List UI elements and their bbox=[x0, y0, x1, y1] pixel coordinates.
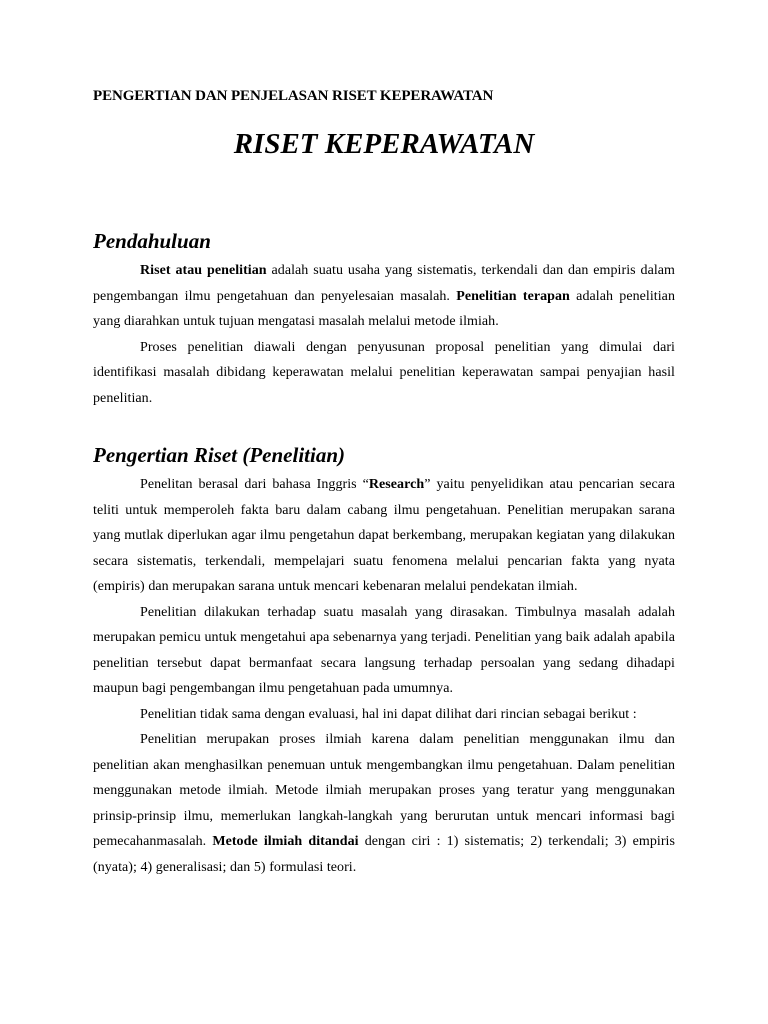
section-body-pendahuluan bbox=[93, 258, 675, 411]
paragraph-text: adalah penelitian yang diarahkan untuk tujuan mengatasi masalah melalui metode ilmiah. bbox=[93, 288, 675, 329]
bold-term: Penelitian terapan bbox=[456, 288, 570, 304]
paragraph-text: Penelitian tidak sama dengan evaluasi, hal ini dapat dilihat dari rincian sebagai berikut : bbox=[140, 706, 637, 722]
paragraph bbox=[93, 472, 675, 600]
paragraph-text: ” yaitu penyelidikan atau pencarian secara teliti untuk memperoleh fakta baru dalam cabang ilmu pengetahuan. Penelitian merupakan sarana yang mutlak diperlukan agar ilmu pengetahun dapat berkembang, merupakan kegiatan yang dilakukan secara sistematis, terkendali, mempelajari suatu fenomena melalui pencarian fakta yang nyata (empiris) dan merupakan sarana untuk mencari kebenaran melalui pendekatan ilmiah. bbox=[93, 477, 675, 594]
bold-term: Research bbox=[368, 477, 425, 492]
paragraph-text: adalah suatu usaha yang sistematis, terkendali dan dan empiris dalam pengembangan ilmu pengetahuan dan penyelesaian masalah. bbox=[93, 263, 675, 304]
paragraph bbox=[93, 600, 675, 702]
paragraph-text: dengan ciri : 1) sistematis; 2) terkendali; 3) empiris (nyata); 4) generalisasi; dan 5) formulasi teori. bbox=[93, 834, 675, 875]
paragraph bbox=[93, 727, 675, 880]
paragraph bbox=[93, 335, 675, 412]
paragraph-text: Proses penelitian diawali dengan penyusunan proposal penelitian yang dimulai dari identifikasi masalah dibidang keperawatan melalui penelitian keperawatan sampai penyajian hasil penelitian. bbox=[93, 339, 675, 406]
document-page bbox=[93, 86, 675, 880]
paragraph bbox=[93, 702, 675, 728]
section-heading-pengertian-riset: Pengertian Riset (Penelitian) bbox=[93, 443, 345, 467]
section-body-pengertian-riset bbox=[93, 472, 675, 880]
bold-term: Riset atau penelitian bbox=[140, 263, 267, 278]
bold-term: Metode ilmiah ditandai bbox=[212, 834, 359, 849]
paragraph bbox=[93, 258, 675, 335]
section-heading-pendahuluan: Pendahuluan bbox=[93, 229, 211, 253]
document-header: PENGERTIAN DAN PENJELASAN RISET KEPERAWATAN bbox=[93, 88, 494, 104]
document-title: RISET KEPERAWATAN bbox=[233, 128, 535, 160]
paragraph-text: Penelitian dilakukan terhadap suatu masalah yang dirasakan. Timbulnya masalah adalah merupakan pemicu untuk mengetahui apa sebenarnya yang terjadi. Penelitian yang baik adalah apabila penelitian tersebut dapat bermanfaat secara langsung terhadap persoalan yang sedang dihadapi maupun bagi pengembangan ilmu pengetahuan pada umumnya. bbox=[93, 604, 675, 696]
paragraph-text: Penelitan berasal dari bahasa Inggris “ bbox=[140, 477, 369, 492]
paragraph-text: Penelitian merupakan proses ilmiah karena dalam penelitian menggunakan ilmu dan penelitian akan menghasilkan penemuan untuk mengembangkan ilmu pengetahuan. Dalam penelitian menggunakan metode ilmiah. Metode ilmiah merupakan proses yang teratur yang menggunakan prinsip-prinsip ilmu, memerlukan langkah-langkah yang berurutan untuk mencari informasi bagi pemecahanmasalah. bbox=[93, 732, 675, 849]
